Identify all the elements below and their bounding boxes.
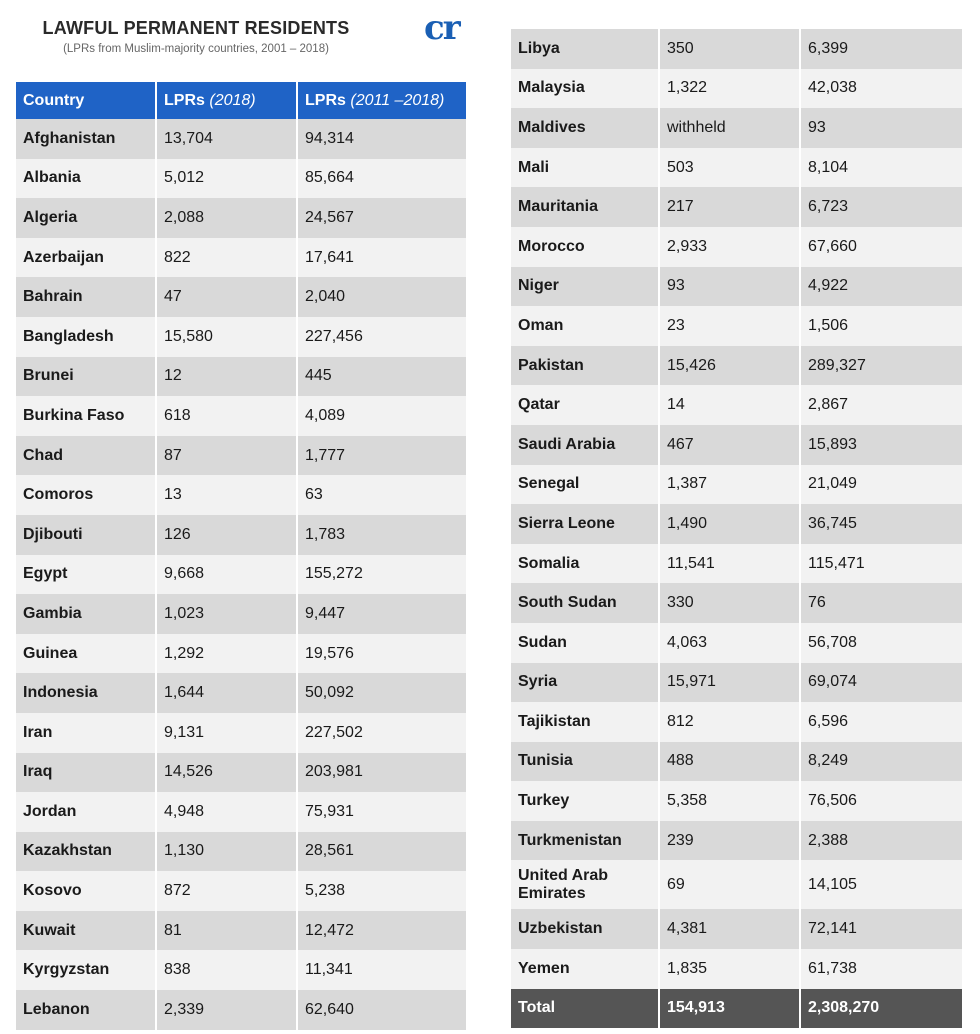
lprs-2018-cell: 15,426 [659,346,800,386]
lprs-2018-cell: 872 [156,871,297,911]
lprs-2018-cell: 11,541 [659,544,800,584]
table-row [16,277,467,317]
table-row [511,781,963,821]
table-row [511,623,963,663]
table-row [511,663,963,703]
lprs-range-cell: 12,472 [297,911,467,951]
country-cell: Qatar [511,385,659,425]
country-cell: Indonesia [16,673,156,713]
lprs-range-cell: 445 [297,357,467,397]
table-row [16,911,467,951]
country-cell: Tajikistan [511,702,659,742]
lprs-range-cell: 1,777 [297,436,467,476]
table-row [16,357,467,397]
table-row [16,832,467,872]
header-lprs-range: LPRs (2011 –2018) [297,82,467,119]
lprs-range-cell: 155,272 [297,555,467,595]
lprs-2018-cell: 4,381 [659,909,800,949]
table-row [511,385,963,425]
table-row [16,198,467,238]
total-lprs-2018: 154,913 [659,989,800,1028]
header-lprs-2018: LPRs (2018) [156,82,297,119]
lprs-range-cell: 115,471 [800,544,963,584]
lprs-2018-cell: 1,023 [156,594,297,634]
total-lprs-range: 2,308,270 [800,989,963,1028]
lprs-2018-cell: 93 [659,267,800,307]
lprs-2018-cell: 15,971 [659,663,800,703]
lprs-range-cell: 2,388 [800,821,963,861]
lprs-range-cell: 2,040 [297,277,467,317]
country-cell: Algeria [16,198,156,238]
lprs-2018-cell: 1,292 [156,634,297,674]
lprs-range-cell: 8,104 [800,148,963,188]
table-row [511,544,963,584]
table-row [16,555,467,595]
country-cell: Kuwait [16,911,156,951]
page-subtitle: (LPRs from Muslim-majority countries, 2001 – 2018) [63,43,329,55]
table-row [511,860,963,909]
lprs-2018-cell: 618 [156,396,297,436]
lprs-2018-cell: 330 [659,583,800,623]
lprs-range-cell: 56,708 [800,623,963,663]
table-row [511,949,963,989]
country-cell: Kosovo [16,871,156,911]
table-row [16,713,467,753]
country-cell: Gambia [16,594,156,634]
lprs-2018-cell: withheld [659,108,800,148]
table-row [16,436,467,476]
table-row [16,990,467,1030]
left-table-panel [16,82,467,1030]
country-cell: South Sudan [511,583,659,623]
country-cell: Comoros [16,475,156,515]
lprs-2018-cell: 488 [659,742,800,782]
table-row [511,346,963,386]
lprs-range-cell: 61,738 [800,949,963,989]
country-cell: Syria [511,663,659,703]
country-cell: Djibouti [16,515,156,555]
lprs-range-cell: 76,506 [800,781,963,821]
logo-text: cr [424,8,459,48]
lprs-2018-cell: 1,644 [156,673,297,713]
lprs-range-cell: 67,660 [800,227,963,267]
table-row [511,821,963,861]
lprs-2018-cell: 81 [156,911,297,951]
country-cell: Bangladesh [16,317,156,357]
lprs-range-cell: 203,981 [297,753,467,793]
lprs-2018-cell: 503 [659,148,800,188]
lprs-range-cell: 62,640 [297,990,467,1030]
table-row [16,673,467,713]
table-row [16,634,467,674]
country-cell: Mauritania [511,187,659,227]
lprs-2018-cell: 217 [659,187,800,227]
lprs-range-cell: 8,249 [800,742,963,782]
country-cell: Malaysia [511,69,659,109]
country-cell: Morocco [511,227,659,267]
table-row [511,148,963,188]
table-row [511,742,963,782]
lprs-2018-cell: 47 [156,277,297,317]
lprs-range-cell: 4,089 [297,396,467,436]
country-cell: Kyrgyzstan [16,950,156,990]
lprs-range-cell: 85,664 [297,159,467,199]
country-cell: Mali [511,148,659,188]
lprs-2018-cell: 1,387 [659,465,800,505]
right-table-panel [511,29,963,1028]
lprs-range-cell: 72,141 [800,909,963,949]
page-title: LAWFUL PERMANENT RESIDENTS [42,18,350,38]
table-row [16,950,467,990]
lprs-range-cell: 5,238 [297,871,467,911]
country-cell: Jordan [16,792,156,832]
country-cell: Yemen [511,949,659,989]
country-cell: Albania [16,159,156,199]
table-row [16,238,467,278]
lprs-range-cell: 4,922 [800,267,963,307]
lprs-range-cell: 76 [800,583,963,623]
country-cell: Azerbaijan [16,238,156,278]
country-cell: Turkmenistan [511,821,659,861]
lprs-2018-cell: 812 [659,702,800,742]
lprs-2018-cell: 69 [659,860,800,909]
table-row [511,69,963,109]
table-header-row [16,82,467,119]
left-table [16,82,468,1030]
lprs-range-cell: 227,456 [297,317,467,357]
lprs-2018-cell: 2,933 [659,227,800,267]
country-cell: Uzbekistan [511,909,659,949]
lprs-range-cell: 63 [297,475,467,515]
country-cell: Chad [16,436,156,476]
table-row [16,753,467,793]
lprs-range-cell: 36,745 [800,504,963,544]
lprs-2018-cell: 467 [659,425,800,465]
right-table-body [511,29,963,989]
lprs-range-cell: 42,038 [800,69,963,109]
table-row [511,227,963,267]
country-cell: Iran [16,713,156,753]
lprs-2018-cell: 4,948 [156,792,297,832]
table-row [511,267,963,307]
lprs-range-cell: 50,092 [297,673,467,713]
lprs-2018-cell: 2,088 [156,198,297,238]
country-cell: Senegal [511,465,659,505]
table-row [16,871,467,911]
country-cell: Egypt [16,555,156,595]
lprs-2018-cell: 14 [659,385,800,425]
table-row [16,475,467,515]
country-cell: Maldives [511,108,659,148]
table-row [16,594,467,634]
lprs-range-cell: 289,327 [800,346,963,386]
lprs-range-cell: 6,596 [800,702,963,742]
country-cell: Brunei [16,357,156,397]
lprs-range-cell: 24,567 [297,198,467,238]
lprs-range-cell: 93 [800,108,963,148]
table-row [511,29,963,69]
lprs-range-cell: 94,314 [297,119,467,159]
lprs-range-cell: 14,105 [800,860,963,909]
table-row [16,792,467,832]
lprs-2018-cell: 15,580 [156,317,297,357]
country-cell: Bahrain [16,277,156,317]
table-row [16,159,467,199]
table-row [511,909,963,949]
table-row [16,317,467,357]
lprs-2018-cell: 12 [156,357,297,397]
country-cell: Somalia [511,544,659,584]
lprs-2018-cell: 9,668 [156,555,297,595]
header-country: Country [16,82,156,119]
lprs-range-cell: 6,399 [800,29,963,69]
country-cell: Sudan [511,623,659,663]
lprs-2018-cell: 1,322 [659,69,800,109]
table-row [16,515,467,555]
lprs-2018-cell: 822 [156,238,297,278]
lprs-range-cell: 75,931 [297,792,467,832]
table-row [511,465,963,505]
country-cell: Pakistan [511,346,659,386]
lprs-2018-cell: 350 [659,29,800,69]
left-table-body [16,119,467,1030]
lprs-range-cell: 21,049 [800,465,963,505]
lprs-2018-cell: 5,358 [659,781,800,821]
table-row [511,504,963,544]
lprs-2018-cell: 838 [156,950,297,990]
country-cell: Burkina Faso [16,396,156,436]
lprs-range-cell: 9,447 [297,594,467,634]
lprs-2018-cell: 1,835 [659,949,800,989]
lprs-2018-cell: 1,130 [156,832,297,872]
lprs-2018-cell: 87 [156,436,297,476]
lprs-2018-cell: 126 [156,515,297,555]
lprs-2018-cell: 5,012 [156,159,297,199]
lprs-2018-cell: 13,704 [156,119,297,159]
lprs-range-cell: 6,723 [800,187,963,227]
lprs-range-cell: 1,506 [800,306,963,346]
lprs-range-cell: 28,561 [297,832,467,872]
table-row [511,108,963,148]
lprs-2018-cell: 4,063 [659,623,800,663]
lprs-range-cell: 227,502 [297,713,467,753]
cr-logo [424,8,459,48]
lprs-range-cell: 11,341 [297,950,467,990]
country-cell: Iraq [16,753,156,793]
lprs-2018-cell: 13 [156,475,297,515]
lprs-2018-cell: 239 [659,821,800,861]
lprs-range-cell: 1,783 [297,515,467,555]
lprs-range-cell: 17,641 [297,238,467,278]
right-table [511,29,964,1028]
lprs-range-cell: 15,893 [800,425,963,465]
country-cell: Oman [511,306,659,346]
lprs-2018-cell: 23 [659,306,800,346]
total-row [511,989,963,1028]
table-row [511,702,963,742]
table-row [16,396,467,436]
table-row [511,187,963,227]
country-cell: Saudi Arabia [511,425,659,465]
country-cell: United Arab Emirates [511,860,659,909]
lprs-2018-cell: 2,339 [156,990,297,1030]
lprs-range-cell: 19,576 [297,634,467,674]
title-block [16,18,376,55]
country-cell: Niger [511,267,659,307]
lprs-range-cell: 2,867 [800,385,963,425]
country-cell: Sierra Leone [511,504,659,544]
table-row [511,425,963,465]
table-row [511,306,963,346]
country-cell: Kazakhstan [16,832,156,872]
lprs-2018-cell: 9,131 [156,713,297,753]
lprs-2018-cell: 14,526 [156,753,297,793]
country-cell: Afghanistan [16,119,156,159]
country-cell: Guinea [16,634,156,674]
country-cell: Turkey [511,781,659,821]
country-cell: Lebanon [16,990,156,1030]
country-cell: Libya [511,29,659,69]
table-row [16,119,467,159]
table-row [511,583,963,623]
lprs-2018-cell: 1,490 [659,504,800,544]
total-label: Total [511,989,659,1028]
country-cell: Tunisia [511,742,659,782]
lprs-range-cell: 69,074 [800,663,963,703]
